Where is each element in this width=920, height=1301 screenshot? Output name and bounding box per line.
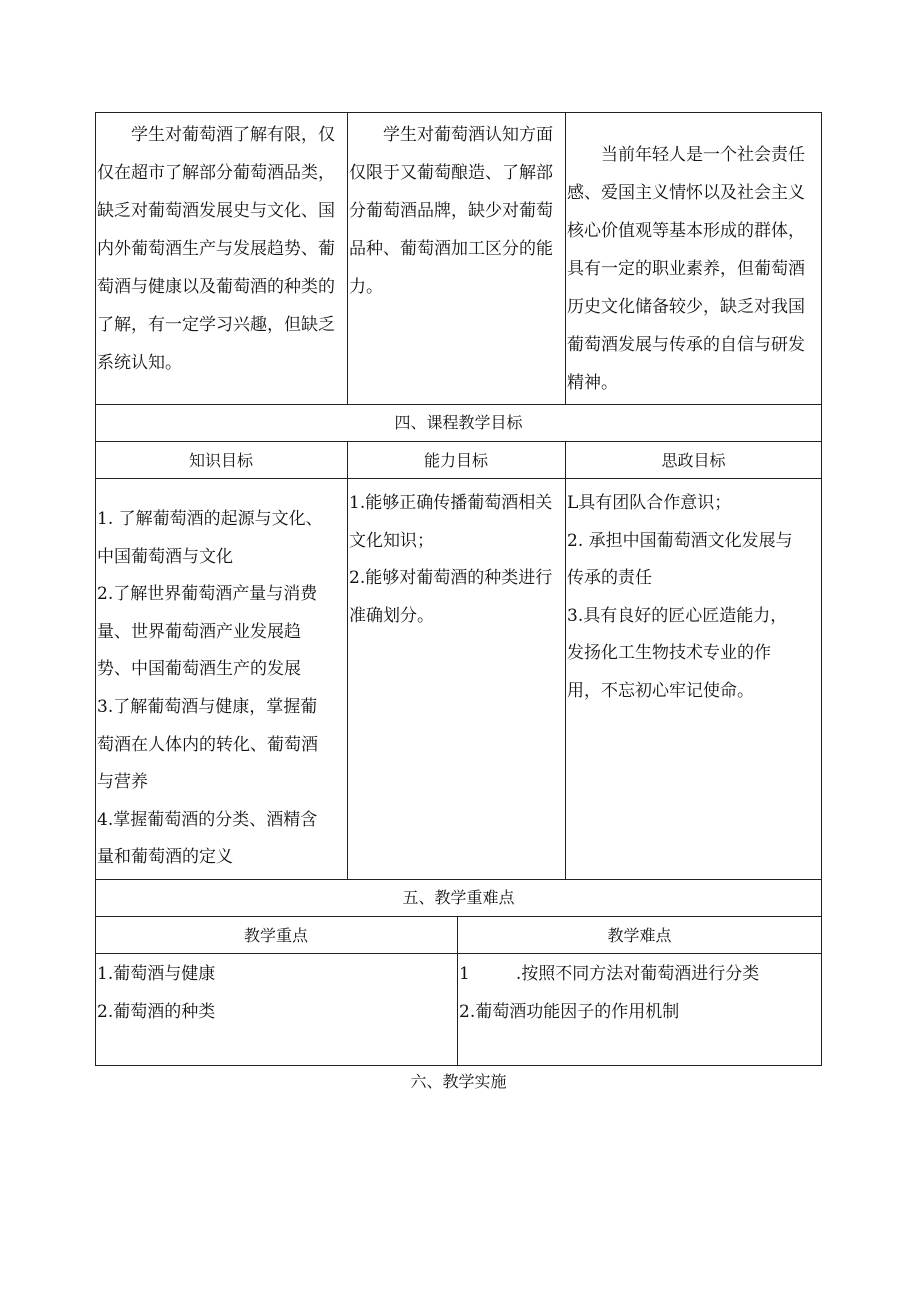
list-item: 1. 了解葡萄酒的起源与文化、 [97,509,323,529]
list-text: .按照不同方法对葡萄酒进行分类 [515,964,760,984]
list-item: 2.能够对葡萄酒的种类进行 [349,568,553,589]
column-divider [347,112,348,404]
list-item: 3.具有良好的匠心匠造能力， [567,605,788,626]
header-ideology-objective: 思政目标 [661,451,726,470]
header-difficult-point: 教学难点 [607,926,672,945]
column-divider [347,441,348,879]
header-knowledge-objective: 知识目标 [188,451,253,470]
list-item: 文化知识； [349,530,434,551]
list-item: 1.葡萄酒与健康 [97,964,216,984]
list-item: 传承的责任 [567,568,652,589]
list-item: 与营养 [97,772,148,793]
list-item: 4.掌握葡萄酒的分类、酒精含 [97,809,318,830]
column-divider [565,112,566,404]
row-divider [95,916,822,917]
ideology-objective-list [567,485,821,711]
list-item: 准确划分。 [349,605,434,626]
row-divider [95,478,822,479]
key-point-list [97,956,453,1031]
list-item: 中国葡萄酒与文化 [97,546,233,567]
column-divider [565,441,566,879]
list-item: 用，不忘初心牢记使命。 [567,680,754,701]
analysis-knowledge-text: 学生对葡萄酒了解有限，仅仅在超市了解部分葡萄酒品类，缺乏对葡萄酒发展史与文化、国内外葡萄酒生产与发展趋势、葡萄酒与健康以及葡萄酒的种类的了解，有一定学习兴趣，但缺乏系统认知。 [97,125,335,373]
analysis-values-text: 当前年轻人是一个社会责任感、爱国主义情怀以及社会主义核心价值观等基本形成的群体，具有一定的职业素养，但葡萄酒历史文化储备较少，缺乏对我国葡萄酒发展与传承的自信与研发精神。 [567,145,805,393]
difficult-point-list [459,956,819,1031]
row-divider [95,404,822,405]
list-item: 2. 承担中国葡萄酒文化发展与 [567,530,793,551]
section-title-key-points: 五、教学重难点 [402,888,515,907]
header-ability-objective: 能力目标 [423,451,488,470]
ability-objective-list [349,485,565,635]
section-title-objectives: 四、课程教学目标 [394,413,523,432]
row-divider [95,953,822,954]
list-item: 2.葡萄酒的种类 [97,1001,216,1022]
list-item: 量和葡萄酒的定义 [97,847,233,868]
knowledge-objective-list [97,501,347,877]
row-divider [95,879,822,880]
list-item: 3.了解葡萄酒与健康，掌握葡 [97,696,318,717]
list-item: 势、中国葡萄酒生产的发展 [97,659,301,680]
list-number: 1 [459,964,470,984]
list-item: 2.了解世界葡萄酒产量与消费 [97,584,318,605]
header-key-point: 教学重点 [243,926,308,945]
section-title-implementation: 六、教学实施 [410,1072,507,1091]
list-item: 量、世界葡萄酒产业发展趋 [97,621,301,642]
row-divider [95,441,822,442]
list-item: 2.葡萄酒功能因子的作用机制 [459,1001,680,1022]
list-item [459,956,819,994]
analysis-cognition-text: 学生对葡萄酒认知方面仅限于又葡萄酿造、了解部分葡萄酒品牌，缺少对葡萄品种、葡萄酒加工区分的能力。 [349,125,553,297]
list-item: 1.能够正确传播葡萄酒相关 [349,493,553,513]
list-item: 萄酒在人体内的转化、葡萄酒 [97,734,318,755]
list-item: 发扬化工生物技术专业的作 [567,643,771,664]
list-item: L具有团队合作意识； [567,493,732,513]
